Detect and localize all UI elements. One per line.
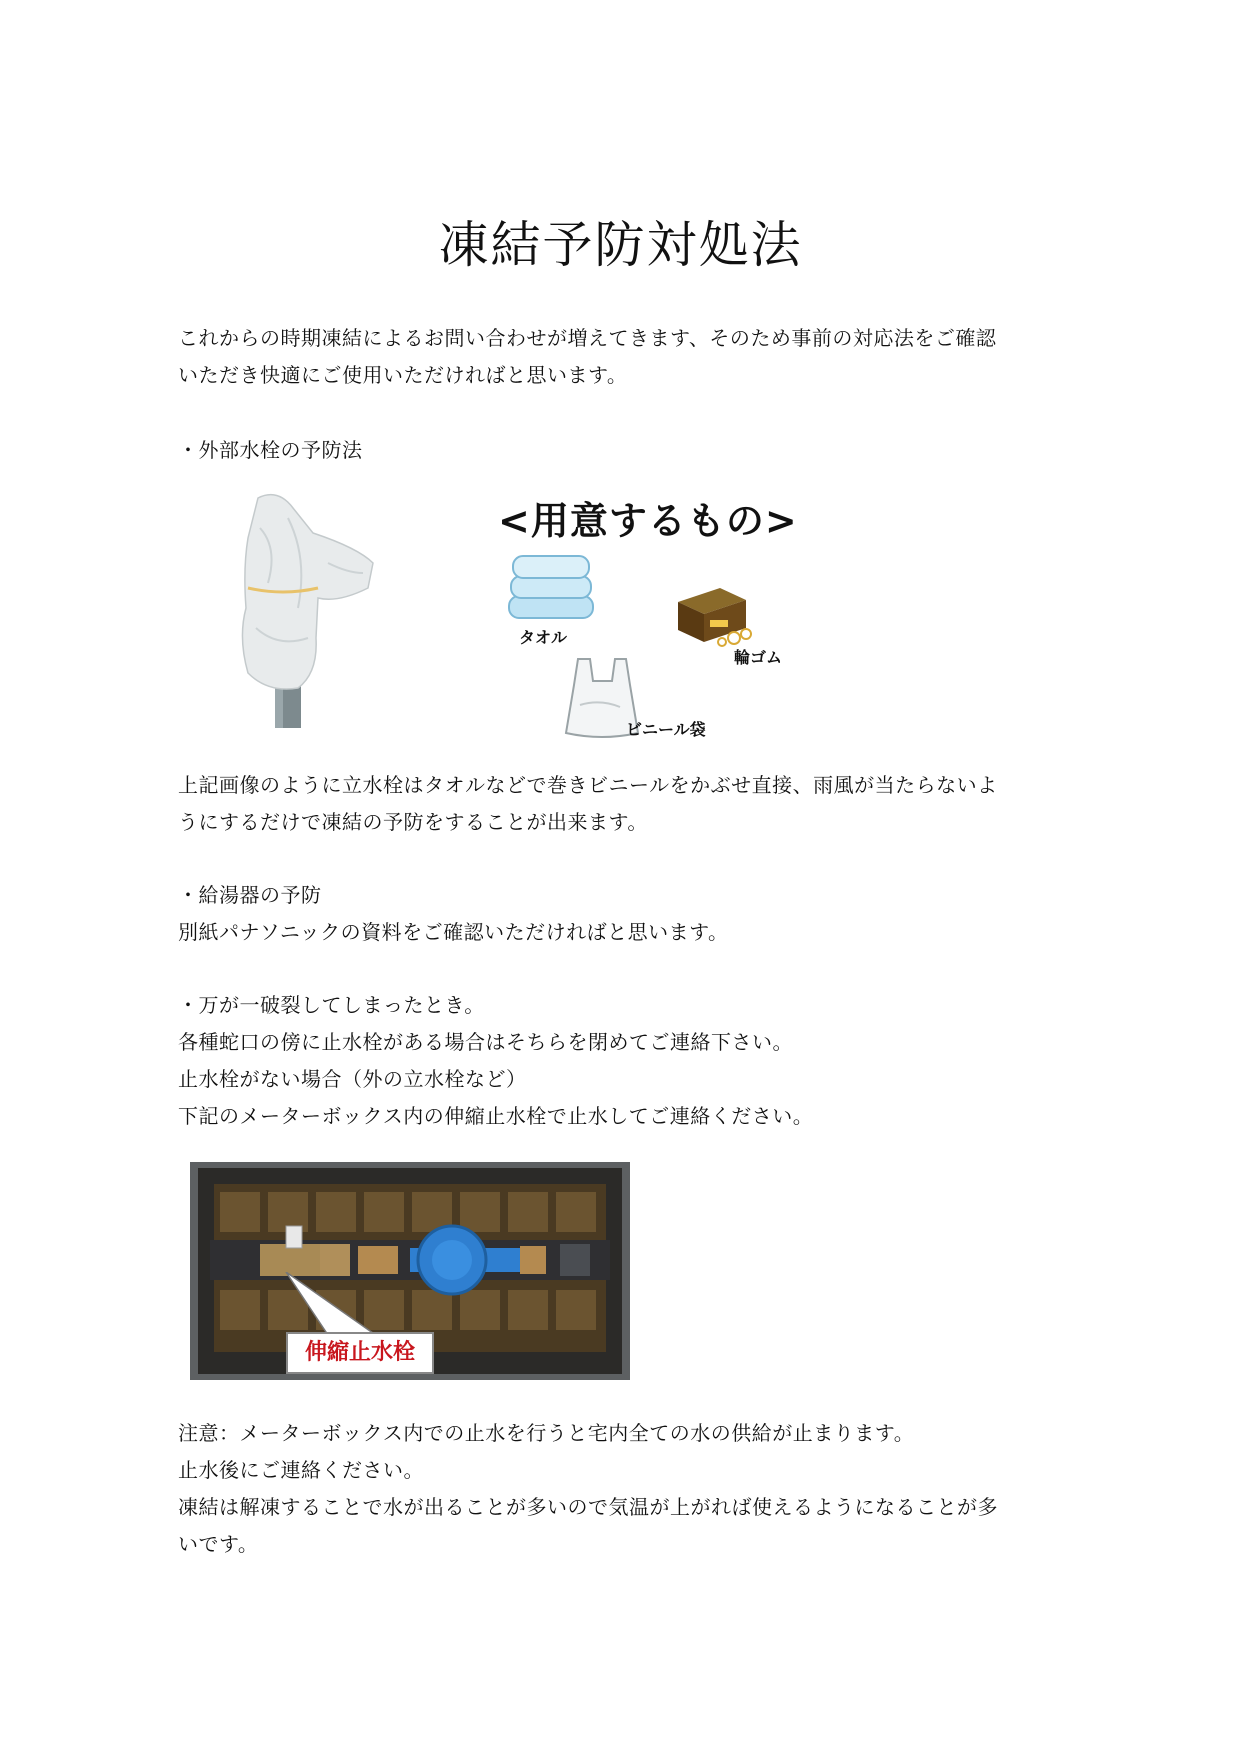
paragraph-line: うにするだけで凍結の予防をすることが出来ます。 [178, 810, 648, 834]
paragraph-line: 上記画像のように立水栓はタオルなどで巻きビニールをかぶせ直接、雨風が当たらないよ [178, 773, 998, 797]
outdoor-faucet-paragraph [178, 767, 998, 841]
intro-line: これからの時期凍結によるお問い合わせが増えてきます、そのため事前の対応法をご確認 [178, 326, 997, 350]
section-heading-burst: ・万が一破裂してしまったとき。 [178, 993, 485, 1017]
note-line: 止水後にご連絡ください。 [178, 1458, 424, 1482]
note-line: 注意：メーターボックス内での止水を行うと宅内全ての水の供給が止まります。 [178, 1421, 915, 1445]
page-title: 凍結予防対処法 [438, 216, 803, 274]
section-heading-outdoor-faucet: ・外部水栓の予防法 [178, 438, 363, 462]
meter-box-photo [190, 1162, 630, 1380]
towel-icon [505, 550, 597, 622]
burst-line: 各種蛇口の傍に止水栓がある場合はそちらを閉めてご連絡下さい。 [178, 1030, 793, 1054]
notes-paragraph [178, 1415, 998, 1563]
note-line: 凍結は解凍することで水が出ることが多いので気温が上がれば使えるようになることが多 [178, 1495, 998, 1519]
burst-section [178, 987, 813, 1135]
note-line: いです。 [178, 1532, 259, 1556]
water-heater-section [178, 877, 729, 951]
shutoff-valve-label: 伸縮止水栓 [304, 1340, 415, 1365]
supplies-heading: <用意するもの> [498, 499, 798, 543]
section-heading-water-heater: ・給湯器の予防 [178, 883, 322, 907]
burst-line: 止水栓がない場合（外の立水栓など） [178, 1067, 527, 1091]
rubber-band-label: 輪ゴム [734, 648, 783, 667]
wrapped-faucet-photo [238, 488, 378, 728]
rubber-band-icon [676, 586, 760, 648]
intro-paragraph [178, 320, 996, 394]
plastic-bag-label: ビニール袋 [626, 720, 706, 739]
intro-line: いただき快適にご使用いただければと思います。 [178, 363, 628, 387]
towel-label: タオル [519, 628, 568, 647]
burst-line: 下記のメーターボックス内の伸縮止水栓で止水してご連絡ください。 [178, 1104, 814, 1128]
water-heater-text: 別紙パナソニックの資料をご確認いただければと思います。 [178, 920, 729, 944]
